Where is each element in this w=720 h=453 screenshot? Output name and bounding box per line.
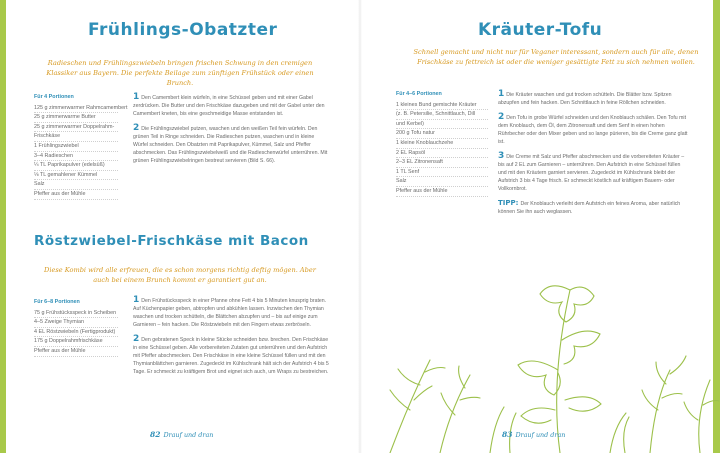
step [498,152,690,193]
ingredient-item: 25 g zimmerwarme Butter [34,113,118,123]
step [133,124,329,165]
ingredient-item: 25 g zimmerwarmer Doppelrahm- [34,123,118,133]
step [498,90,690,107]
recipe-steps [133,93,329,171]
ingredient-item: und Kerbel) [396,120,488,130]
ingredient-item: 125 g zimmerwarmer Rahmcamembert [34,104,118,114]
recipe-steps [498,90,690,222]
step-number: 1 [133,92,140,102]
ingredient-item: 175 g Doppelrahmfrischkäse [34,337,118,347]
ingredient-item: 4 EL Röstzwiebeln (Fertigprodukt) [34,328,118,338]
step-text: Den Camembert klein würfeln, in eine Schüssel geben und mit einer Gabel zerdrücken. Die Butter und den Frischkäse dazugeben und mit der Gabel unter den Camembert kneten, bis eine geschmeidige Masse entstanden ist. [133,95,325,117]
ingredient-item: 1 kleines Bund gemischte Kräuter [396,101,488,111]
step-number: 2 [133,334,140,344]
step-number: 1 [133,295,140,305]
recipe-title-kraeuter-tofu: Kräuter-Tofu [478,20,603,40]
step-number: 2 [133,123,140,133]
page-footer-left [150,430,213,439]
recipe-intro: Diese Kombi wird alle erfreuen, die es schon morgens richtig deftig mögen. Aber auch bei einem Brunch kommt er garantiert gut an. [44,266,316,284]
step-text: Den Tofu in grobe Würfel schneiden und den Knoblauch schälen. Den Tofu mit dem Knoblauch, dem Öl, dem Zitronensaft und dem Senf in einen hohen Rührbecher oder den Mixer geben und so lange pürieren, bis die Creme ganz glatt ist. [498,115,688,145]
ingredients-list [34,298,118,357]
ingredient-item: 2 EL Rapsöl [396,149,488,159]
ingredient-item: 1 kleine Knoblauchzehe [396,139,488,149]
step [133,296,329,329]
footer-text: Drauf und dran [515,431,566,439]
page-number: 83 [502,430,513,439]
tip-label: TIPP: [498,199,519,207]
footer-text: Drauf und dran [163,431,214,439]
ingredient-item: Salz [34,180,118,190]
ingredient-item: Pfeffer aus der Mühle [396,187,488,197]
recipe-title-fruehlings-obatzter: Frühlings-Obatzter [88,20,278,40]
herb-illustration [370,250,720,453]
page-footer-right [502,430,565,439]
step-text: Den gebratenen Speck in kleine Stücke schneiden bzw. brechen. Den Frischkäse in eine Schüssel geben. Alle vorbereiteten Zutaten gut unterrühren und den Aufstrich mit Pfeffer abschmecken. Den Frischkäse in eine kleine Schüssel füllen und mit den Thymianblättchen garnieren. Zugedeckt im Kühlschrank hält sich der Aufstrich 4 bis 5 Tage. Er schmeckt zu kräftigem Brot und eignet sich auch, um Wraps zu bestreichen. [133,337,329,375]
page-gutter [358,0,362,453]
step [498,113,690,146]
tip [498,199,690,216]
recipe-intro: Radieschen und Frühlingszwiebeln bringen frischen Schwung in den cremigen Klassiker aus Bayern. Die perfekte Beilage zum zünftigen Frühstück oder einen Brunch. [46,59,314,87]
ingredient-item: ⅛ TL gemahlener Kümmel [34,171,118,181]
step-text: Die Frühlingszwiebel putzen, waschen und den weißen Teil fein würfeln. Den grünen Teil in Ringe schneiden. Die Radieschen putzen, waschen und in kleine Würfel schneiden. Den Obatzten mit Paprikapulver, Kümmel, Salz und Pfeffer abschmecken. Das Frühlingszwiebelweiß und die Radieschenwürfel unterrühren. Mit grünen Frühlingszwiebelringen bestreut servieren (Bild S. 66). [133,126,328,164]
ingredient-item: Frischkäse [34,132,118,142]
page-number: 82 [150,430,161,439]
step-text: Den Frühstücksspeck in einer Pfanne ohne Fett 4 bis 5 Minuten knusprig braten. Auf Küchenpapier geben, abtropfen und abkühlen lassen. Inzwischen den Thymian waschen und trocken schütteln, die Blättchen abzupfen und – bis auf einige zum Garnieren – fein hacken. Die Röstzwiebeln mit den Fingern etwas zerbröseln. [133,298,327,328]
ingredient-item: 1 Frühlingszwiebel [34,142,118,152]
left-edge-decoration [0,0,6,453]
recipe-steps [133,296,329,382]
step-number: 3 [498,151,505,161]
tip-text: Der Knoblauch verleiht dem Aufstrich ein feines Aroma, aber natürlich können Sie ihn auch weglassen. [498,201,681,215]
ingredient-item: 2–3 EL Zitronensaft [396,158,488,168]
ingredient-item: 3–4 Radieschen [34,152,118,162]
recipe-intro: Schnell gemacht und nicht nur für Veganer interessant, sondern auch für alle, denen Frischkäse zu fettreich ist oder die weniger gesättigte Fett zu sich nehmen wollen. [413,48,699,66]
ingredient-item: Pfeffer aus der Mühle [34,190,118,200]
step-text: Die Kräuter waschen und gut trocken schütteln. Die Blätter bzw. Spitzen abzupfen und fein hacken. Den Schnittlauch in feine Röllchen schneiden. [498,92,672,106]
ingredient-item: 4–5 Zweige Thymian [34,318,118,328]
step [133,93,329,118]
ingredient-item: ¼ TL Paprikapulver (edelsüß) [34,161,118,171]
ingredient-item: 75 g Frühstücksspeck in Scheiben [34,309,118,319]
ingredient-item: 200 g Tofu natur [396,129,488,139]
recipe-title-roestzwiebel: Röstzwiebel-Frischkäse mit Bacon [34,233,309,249]
ingredients-list [396,90,488,197]
ingredient-item: Salz [396,177,488,187]
ingredient-item: (z. B. Petersilie, Schnittlauch, Dill [396,110,488,120]
step [133,335,329,376]
portions-label: Für 6–8 Portionen [34,299,80,305]
ingredient-item: 1 TL Senf [396,168,488,178]
step-number: 1 [498,89,505,99]
step-number: 2 [498,112,505,122]
ingredient-item: Pfeffer aus der Mühle [34,347,118,357]
portions-label: Für 4–6 Portionen [396,91,442,97]
ingredients-list [34,93,128,200]
portions-label: Für 4 Portionen [34,94,74,100]
step-text: Die Creme mit Salz und Pfeffer abschmecken und die vorbereiteten Kräuter – bis auf 2 EL zum Garnieren – unterrühren. Den Aufstrich in eine Schüssel füllen und mit den Kräutern garniert servieren. Zugedeckt im Kühlschrank bleibt der Aufstrich 3 bis 4 Tage frisch. Er schmeckt köstlich auf kräftigem Bauern- oder Vollkornbrot. [498,154,685,192]
